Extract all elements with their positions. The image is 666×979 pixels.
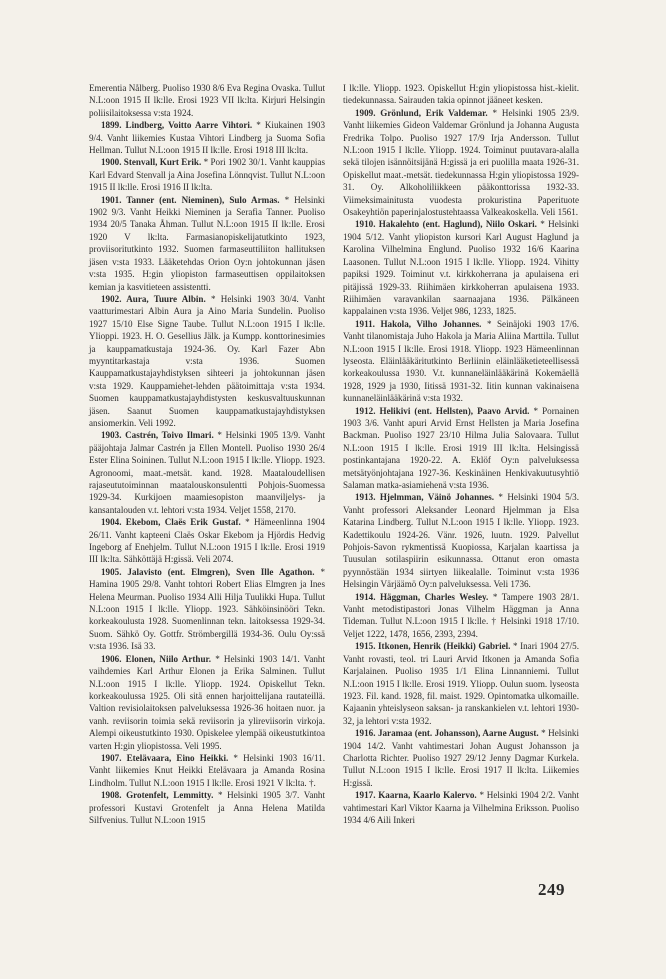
entry-heading: 1904. Ekebom, Claës Erik Gustaf. [101, 517, 241, 528]
biography-entry [343, 727, 579, 789]
entry-heading: 1907. Etelävaara, Eino Heikki. [101, 752, 229, 763]
right-column [343, 82, 579, 826]
entry-heading: 1912. Helikivi (ent. Hellsten), Paavo Arvid. [355, 405, 530, 416]
biography-entry [89, 752, 325, 789]
entry-heading: 1915. Itkonen, Henrik (Heikki) Gabriel. [355, 641, 511, 652]
entry-text: * Helsinki 1903 30/4. Vanht vaatturimestari Albin Aura ja Aino Maria Sundelin. Puoliso 1927 15/10 Else Signe Taube. Tullut N.L:oon 1915 I lk:lle. Ylioppi. 1923. H. O. Gesellius Jälk. ja Kumpp. konttorinesimies ja kauppamatkustaja 1924-36. Oy. Karl Fazer Abn myyntitarkastaja v:sta 1936. Suomen Kauppamatkustajayhdistyksen sihteeri ja johtokunnan jäsen v:sta 1929. Kauppamiehet-lehden päätoimittaja v:sta 1934. Suomen kauppamatkustajayhdistysten keskusvaltuuskunnan jäsen. Saanut Suomen kauppamatkustajayhdistyksen ansiomerkin. Veli 1992. [89, 293, 326, 428]
entry-heading: 1914. Häggman, Charles Wesley. [355, 591, 489, 602]
biography-entry [343, 591, 579, 641]
entry-text: Emerentia Nålberg. Puoliso 1930 8/6 Eva Regina Ovaska. Tullut N.L:oon 1915 II lk:lle. Erosi 1923 VII lk:lta. Kirjuri Helsingin poliisilaitoksessa v:sta 1924. [89, 83, 325, 118]
entry-text: * Pori 1902 30/1. Vanht kauppias Karl Edvard Stenvall ja Aina Josefina Lönnqvist. Tullut N.L:oon 1915 II lk:lle. Erosi 1916 II lk:lta. [89, 157, 325, 193]
entry-text: I lk:lle. Yliopp. 1923. Opiskellut H:gin yliopistossa hist.-kielit. tiedekunnassa. Sairauden takia opinnot jääneet kesken. [343, 83, 579, 106]
entry-text: * Seinäjoki 1903 17/6. Vanht tilanomistaja Juho Hakola ja Maria Aliina Marttila. Tullut N.L:oon 1915 I lk:lle. Erosi 1918. Yliopp. 1923 Hämeenlinnan lyseosta. Eläinlääkäritutkinto Berliinin eläinlääketieteellisessä korkeakoulussa 1930. V.t. kunnaneläinlääkärinä Kokemäellä 1928, 1929 ja 1930, Iitissä 1931-32. Iitin kunnan vakinaisena kunnaneläinlääkärinä v:sta 1932. [343, 318, 579, 404]
entry-heading: 1908. Grotenfelt, Lemmitty. [101, 790, 214, 801]
biography-entry [343, 789, 579, 826]
entry-text: * Helsinki 1903 16/11. Vanht liikemies Knut Heikki Etelävaara ja Amanda Rosina Lindholm. Tullut N.L:oon 1915 I lk:lle. Erosi 1921 V lk:lta. †. [89, 752, 325, 788]
entry-heading: 1909. Grönlund, Erik Valdemar. [355, 107, 488, 118]
entry-text: * Helsinki 1904 5/3. Vanht professori Aleksander Leonard Hjelmman ja Elsa Katarina Lindberg. Tullut N.L:oon 1915 I lk:lle. Yliopp. 1923. Kadettikoulu 1924-26. Vänr. 1926, luutn. 1929. Palvellut Pohjois-Savon rykmentissä Kuopiossa, Karjalan kaartissa ja Tuusulan sotilaspiirin esikunnassa. Ottanut eron omasta pyynnöstään 1934 siirtyen liikealalle. Toiminut v:sta 1936 Helsingin Värjäämö Oy:n palveluksessa. Veli 1736. [343, 492, 580, 590]
entry-text: * Pornainen 1903 3/6. Vanht apuri Arvid Ernst Hellsten ja Maria Josefina Backman. Puoliso 1927 23/10 Hilma Julia Salovaara. Tullut N.L:oon 1915 I lk:lle. Erosi 1919 III lk:lta. Helsingissä postinkantajana 1920-22. A. Eklöf Oy:n palveluksessa metsätyönjohtajana 1927-36. Keskinäinen Henkivakuutusyhtiö Salaman matka-asiamiehenä v:sta 1936. [343, 405, 579, 490]
entry-heading: 1902. Aura, Tuure Albin. [101, 293, 206, 304]
entry-text: * Helsinki 1905 3/7. Vanht professori Kustavi Grotenfelt ja Anna Helena Matilda Silfvenius. Tullut N.L:oon 1915 [89, 790, 325, 825]
entry-heading: 1901. Tanner (ent. Nieminen), Sulo Armas. [101, 194, 280, 205]
biography-entry [343, 218, 579, 317]
entry-text: * Hämeenlinna 1904 26/11. Vanht kapteeni Claës Oskar Ekebom ja Hjördis Hedvig Ingeborg af Enehjelm. Tullut N.L:oon 1915 I lk:lle. Erosi 1919 III lk:lta. Sähköttäjä H:gissä. Veli 2074. [89, 517, 325, 565]
entry-text: * Inari 1904 27/5. Vanht rovasti, teol. tri Lauri Arvid Itkonen ja Amanda Sofia Karjalainen. Puoliso 1935 1/1 Elina Linnanniemi. Tullut N.L:oon 1915 I lk:lle. Erosi 1919. Yliopp. Oulun suom. lyseosta 1923. Fil. kand. 1928, fil. maist. 1929. Opintomatka ulkomaille. Kajaanin yhteislyseon saksan- ja ranskankielen v.t. lehtori 1930-32, ja lehtori v:sta 1932. [343, 641, 579, 726]
entry-text: * Helsinki 1904 5/12. Vanht yliopiston kursori Karl August Haglund ja Karolina Vilhelmina Englund. Puoliso 1932 16/6 Kaarina Laasonen. Tullut N.L:oon 1915 I lk:lle. Yliopp. 1924. Vihitty papiksi 1929. Toiminut v.t. kirkkoherrana ja apulaisena eri pitäjissä 1929-33. Riihimäen kirkkoherran apulaisena 1933. Riihimäen varavankilan saarnaajana 1936. Pälkäneen kappalainen v:sta 1936. Veljet 986, 1233, 1825. [343, 219, 579, 317]
biography-entry [89, 82, 325, 119]
entry-text: * Helsinki 1904 14/2. Vanht vahtimestari Johan August Johansson ja Charlotta Richter. Puoliso 1927 29/12 Jenny Dagmar Kurkela. Tullut N.L:oon 1915 I lk:lle. Erosi 1917 II lk:lta. Liikemies H:gissä. [343, 728, 579, 788]
biography-entry [343, 640, 579, 727]
biography-entry [89, 119, 325, 156]
biography-entry [343, 107, 579, 219]
biography-entry [343, 318, 579, 405]
entry-heading: 1905. Jalavisto (ent. Elmgren), Sven Ille Agathon. [101, 566, 315, 577]
biography-entry [89, 516, 325, 566]
biography-entry [89, 293, 325, 429]
entry-heading: 1899. Lindberg, Voitto Aarre Vihtori. [101, 120, 253, 131]
entry-text: * Helsinki 1905 23/9. Vanht liikemies Gideon Valdemar Grönlund ja Johanna Augusta Fredrika Tolpo. Puoliso 1927 17/9 Irja Andersson. Tullut N.L:oon 1915 I lk:lle. Yliopp. 1924. Toiminut puutavara-alalla sekä tilojen isännöitsijänä H:gissä ja eri puolilla maata 1926-31. Opiskellut maat.-metsät. tiedekunnassa H:gin yliopistossa 1929-31. Oy. Alkoholiliikkeen pääkonttorissa 1932-33. Viimeksimainitusta vuodesta prokuristina Paperituote Osakeyhtiön paperinjalostustehtaassa Valkeakoskella. Veli 1561. [343, 107, 580, 218]
entry-heading: 1900. Stenvall, Kurt Erik. [101, 157, 202, 168]
biography-entry [343, 405, 579, 492]
entry-heading: 1917. Kaarna, Kaarlo Kalervo. [355, 790, 477, 801]
entry-text: * Helsinki 1903 14/1. Vanht vaihdemies Karl Arthur Elonen ja Erika Salminen. Tullut N.L:oon 1915 I lk:lle. Yliopp. 1924. Opiskellut Tekn. korkeakoulussa 1925. Oli sitä ennen harjoittelijana rautateillä. Valtion revisiolaitoksen palveluksessa 1926-36 hoitaen nuor. ja vanh. reviisorin toimia sekä reviisorin ja ylireviisorin virkoja. Alempi oikeustutkinto 1930. Opiskelee ylempää oikeustutkintoa varten H:gin yliopistossa. Veli 1995. [89, 653, 325, 751]
left-column [89, 82, 325, 826]
entry-text: * Helsinki 1904 2/2. Vanht vahtimestari Karl Viktor Kaarna ja Vilhelmina Eriksson. Puoliso 1934 4/6 Aili Inkeri [343, 790, 579, 825]
biography-entry [343, 491, 579, 590]
biography-entry [89, 566, 325, 653]
entry-heading: 1911. Hakola, Vilho Johannes. [355, 318, 482, 329]
biography-entry [89, 429, 325, 516]
page-number: 249 [538, 880, 565, 899]
biography-entry [89, 194, 325, 293]
entry-text: * Hamina 1905 29/8. Vanht tohtori Robert Elias Elmgren ja Ines Helena Meurman. Puoliso 1934 Alli Hilja Tuulikki Hupa. Tullut N.L:oon 1915 I lk:lle. Yliopp. 1923. Sähköinsinööri Tekn. korkeakoulusta 1928. Suomenlinnan tekn. laitoksessa 1929-34. Suom. Sähkö Oy. Gottfr. Strömbergillä 1934-36. Oulu Oy:ssä v:sta 1936. Isä 33. [89, 566, 325, 652]
entry-heading: 1903. Castrén, Toivo Ilmari. [101, 430, 214, 441]
entry-text: * Helsinki 1902 9/3. Vanht Heikki Nieminen ja Serafia Tanner. Puoliso 1934 20/5 Tanaka Åhman. Tullut N.L:oon 1915 II lk:lle. Erosi 1920 V lk:lta. Farmasianopiskelijatutkinto 1923, proviisoritutkinto 1932. Suomen farmaseuttiliiton hallituksen jäsen v:sta 1933. Lääketehdas Orion Oy:n johtokunnan jäsen v:sta 1935. H:gin yliopiston farmaseuttisen oppilaitoksen kemian ja kasvitieteen assistentti. [89, 194, 325, 292]
entry-heading: 1916. Jaramaa (ent. Johansson), Aarne August. [355, 728, 539, 739]
biography-entry [89, 156, 325, 193]
entry-heading: 1913. Hjelmman, Väinö Johannes. [355, 492, 495, 503]
biography-entry [343, 82, 579, 107]
entry-text: * Kiukainen 1903 9/4. Vanht liikemies Kustaa Vihtori Lindberg ja Suoma Sofia Hellman. Tullut N.L:oon 1915 II lk:lle. Erosi 1918 III lk:lta. [89, 120, 325, 156]
entry-heading: 1906. Elonen, Niilo Arthur. [101, 653, 211, 664]
entry-text: * Tampere 1903 28/1. Vanht metodistipastori Jonas Vilhelm Häggman ja Anna Tideman. Tullut N.L:oon 1915 I lk:lle. † Helsinki 1918 17/10. Veljet 1222, 1478, 1656, 2393, 2394. [343, 591, 579, 639]
entry-heading: 1910. Hakalehto (ent. Haglund), Niilo Oskari. [355, 219, 537, 230]
entry-text: * Helsinki 1905 13/9. Vanht pääjohtaja Jalmar Castrén ja Ellen Montell. Puoliso 1930 26/4 Ester Elina Soininen. Tullut N.L:oon 1915 I lk:lle. Yliopp. 1923. Agronoomi, maat.-metsät. kand. 1928. Maataloudellisen rajaseututoiminnan maatalouskonsulentti Pohjois-Suomessa 1929-34. Kurkijoen maamiesopiston maanviljelys- ja kansantalouden v.t. lehtori v:sta 1934. Veljet 1558, 2170. [89, 430, 326, 515]
biography-entry [89, 653, 325, 752]
biography-entry [89, 789, 325, 826]
